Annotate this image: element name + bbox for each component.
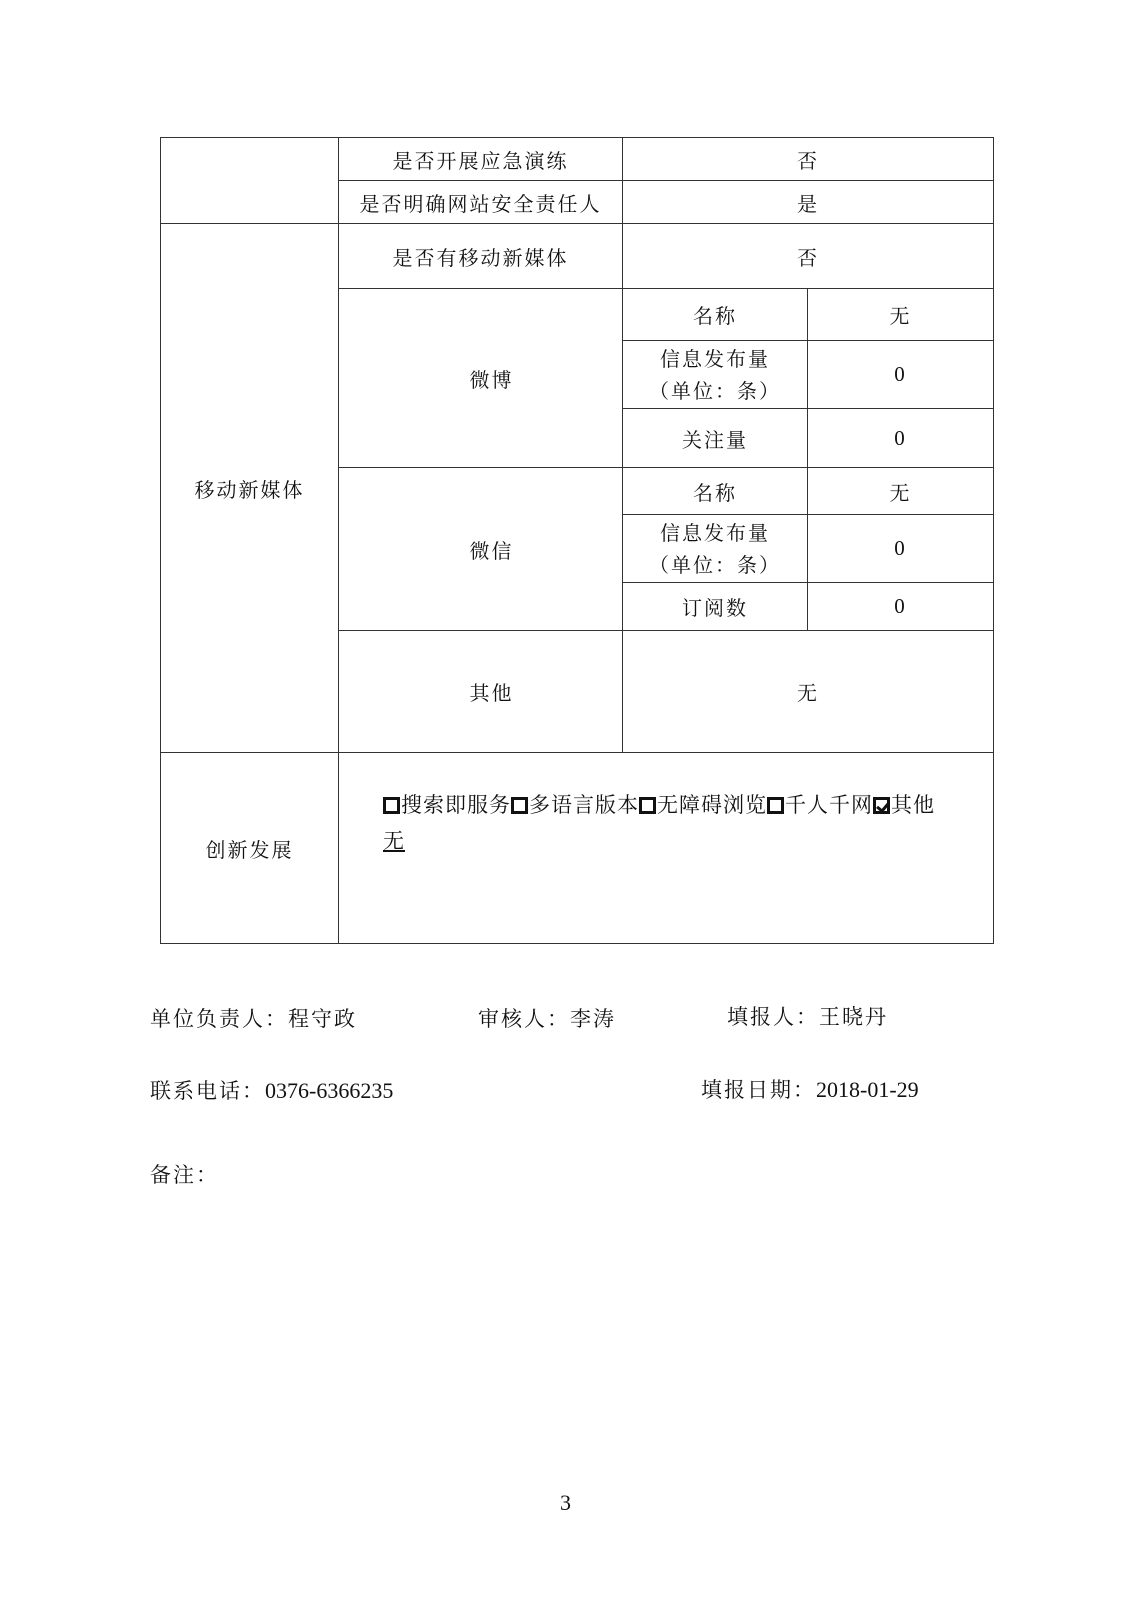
weixin-publish-label: [623, 515, 808, 583]
weibo-publish-label-line1: 信息发布量: [660, 346, 770, 371]
mobile-media-section-label: 移动新媒体: [161, 224, 339, 753]
checkbox-empty-icon[interactable]: [383, 797, 400, 814]
weibo-publish-label-line2: （单位：条）: [649, 378, 781, 403]
weibo-follow-label: 关注量: [623, 409, 808, 468]
weixin-name-value: 无: [808, 468, 994, 515]
other-media-label: 其他: [339, 631, 623, 753]
innovation-options: [339, 753, 994, 944]
drill-label: 是否开展应急演练: [339, 138, 623, 181]
other-media-value: 无: [623, 631, 994, 753]
weibo-name-label: 名称: [623, 289, 808, 341]
innovation-option-label: 无障碍浏览: [657, 793, 767, 817]
weibo-follow-value: 0: [808, 409, 994, 468]
empty-category-cell: [161, 138, 339, 224]
weixin-publish-label-line2: （单位：条）: [649, 552, 781, 577]
has-media-label: 是否有移动新媒体: [339, 224, 623, 289]
unit-head: 单位负责人：程守政: [150, 1007, 357, 1031]
remark: 备注：: [150, 1163, 219, 1187]
weixin-name-label: 名称: [623, 468, 808, 515]
checkbox-empty-icon[interactable]: [639, 797, 656, 814]
weibo-name-value: 无: [808, 289, 994, 341]
weibo-publish-value: 0: [808, 341, 994, 409]
has-media-value: 否: [623, 224, 994, 289]
innovation-option-list: [383, 793, 935, 817]
checkbox-empty-icon[interactable]: [511, 797, 528, 814]
innovation-other-detail: 无: [383, 829, 405, 853]
filler: 填报人：王晓丹: [727, 1005, 888, 1029]
fill-date: 2018-01-29: [816, 1077, 919, 1102]
phone-number: 0376-6366235: [265, 1078, 394, 1103]
innovation-option-label: 其他: [891, 793, 935, 817]
weixin-subscribe-label: 订阅数: [623, 583, 808, 631]
security-owner-label: 是否明确网站安全责任人: [339, 181, 623, 224]
phone-label: 联系电话：: [150, 1079, 265, 1103]
weixin-subscribe-value: 0: [808, 583, 994, 631]
phone-line: [150, 1075, 393, 1105]
checkbox-checked-icon[interactable]: [873, 797, 890, 814]
weixin-label: 微信: [339, 468, 623, 631]
security-owner-value: 是: [623, 181, 994, 224]
drill-value: 否: [623, 138, 994, 181]
date-line: [701, 1074, 919, 1104]
checkbox-empty-icon[interactable]: [767, 797, 784, 814]
reviewer: 审核人：李涛: [478, 1007, 616, 1031]
innovation-option-label: 搜索即服务: [401, 793, 511, 817]
weixin-publish-label-line1: 信息发布量: [660, 520, 770, 545]
weixin-publish-value: 0: [808, 515, 994, 583]
report-table: [160, 137, 994, 944]
innovation-label: 创新发展: [161, 753, 339, 944]
weibo-label: 微博: [339, 289, 623, 468]
innovation-option-label: 多语言版本: [529, 793, 639, 817]
innovation-option-label: 千人千网: [785, 793, 873, 817]
date-label: 填报日期：: [701, 1078, 816, 1102]
weibo-publish-label: [623, 341, 808, 409]
page-number: 3: [560, 1490, 571, 1515]
